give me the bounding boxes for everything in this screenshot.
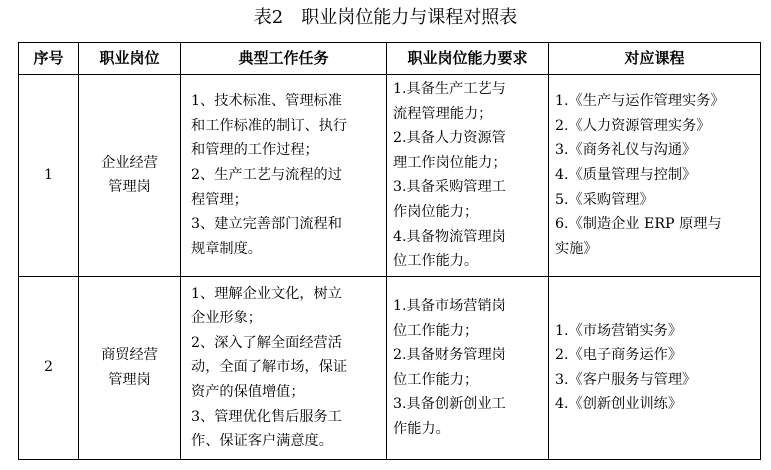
course-line: 6.《制造企业 ERP 原理与 xyxy=(555,216,722,233)
header-tasks: 典型工作任务 xyxy=(181,43,387,75)
task-line: 2、生产工艺与流程的过 xyxy=(191,167,342,184)
ability-line: 2.具备财务管理岗 xyxy=(393,347,506,364)
course-line: 2.《电子商务运作》 xyxy=(555,347,683,364)
courses-cell xyxy=(549,276,761,459)
task-line: 3、管理优化售后服务工 xyxy=(191,408,342,425)
header-post: 职业岗位 xyxy=(79,43,181,75)
task-line: 资产的保值增值； xyxy=(191,384,305,401)
ability-line: 作能力。 xyxy=(393,420,450,437)
post-cell xyxy=(79,276,181,459)
course-line: 2.《人力资源管理实务》 xyxy=(555,117,711,134)
tasks-cell xyxy=(181,75,387,277)
task-line: 程管理； xyxy=(191,191,248,208)
course-line: 实施》 xyxy=(555,240,598,257)
course-line: 4.《质量管理与控制》 xyxy=(555,167,697,184)
ability-line: 3.具备采购管理工 xyxy=(393,179,506,196)
ability-line: 2.具备人力资源管 xyxy=(393,130,506,147)
ability-line: 3.具备创新创业工 xyxy=(393,396,506,413)
ability-line: 作岗位能力； xyxy=(393,203,479,220)
task-line: 1、理解企业文化，树立 xyxy=(191,285,342,302)
post-line: 管理岗 xyxy=(108,371,151,388)
ability-line: 1.具备市场营销岗 xyxy=(393,297,506,314)
task-line: 作、保证客户满意度。 xyxy=(191,433,333,450)
task-line: 3、建立完善部门流程和 xyxy=(191,216,342,233)
ability-line: 位工作能力； xyxy=(393,322,479,339)
ability-line: 1.具备生产工艺与 xyxy=(393,81,506,97)
ability-line: 位工作能力。 xyxy=(393,253,479,270)
row-number: 2 xyxy=(19,276,79,459)
course-line: 1.《生产与运作管理实务》 xyxy=(555,93,725,110)
header-row xyxy=(19,43,761,75)
post-line: 企业经营 xyxy=(101,154,158,171)
course-line: 3.《客户服务与管理》 xyxy=(555,371,697,388)
header-abilities: 职业岗位能力要求 xyxy=(387,43,549,75)
task-line: 2、深入了解全面经营活 xyxy=(191,334,342,351)
tasks-cell xyxy=(181,276,387,459)
table-row xyxy=(19,276,761,459)
table-caption: 表2 职业岗位能力与课程对照表 xyxy=(253,7,518,28)
abilities-cell xyxy=(387,75,549,277)
post-cell xyxy=(79,75,181,277)
task-line: 和管理的工作过程； xyxy=(191,142,319,159)
task-line: 和工作标准的制订、执行 xyxy=(191,117,348,134)
course-line: 1.《市场营销实务》 xyxy=(555,322,683,339)
course-line: 5.《采购管理》 xyxy=(555,191,654,208)
task-line: 1、技术标准、管理标准 xyxy=(191,93,342,110)
task-line: 企业形象； xyxy=(191,310,262,327)
comparison-table xyxy=(18,42,761,460)
task-line: 规章制度。 xyxy=(191,240,262,257)
ability-line: 位工作能力； xyxy=(393,371,479,388)
course-line: 3.《商务礼仪与沟通》 xyxy=(555,142,697,159)
task-line: 动，全面了解市场，保证 xyxy=(191,359,348,376)
post-line: 商贸经营 xyxy=(101,347,158,364)
table-row xyxy=(19,75,761,277)
courses-cell xyxy=(549,75,761,277)
row-number: 1 xyxy=(19,75,79,277)
header-no: 序号 xyxy=(19,43,79,75)
header-courses: 对应课程 xyxy=(549,43,761,75)
post-line: 管理岗 xyxy=(108,179,151,196)
abilities-cell xyxy=(387,276,549,459)
ability-line: 理工作岗位能力； xyxy=(393,154,507,171)
ability-line: 4.具备物流管理岗 xyxy=(393,228,506,245)
ability-line: 流程管理能力； xyxy=(393,105,493,122)
course-line: 4.《创新创业训练》 xyxy=(555,396,683,413)
